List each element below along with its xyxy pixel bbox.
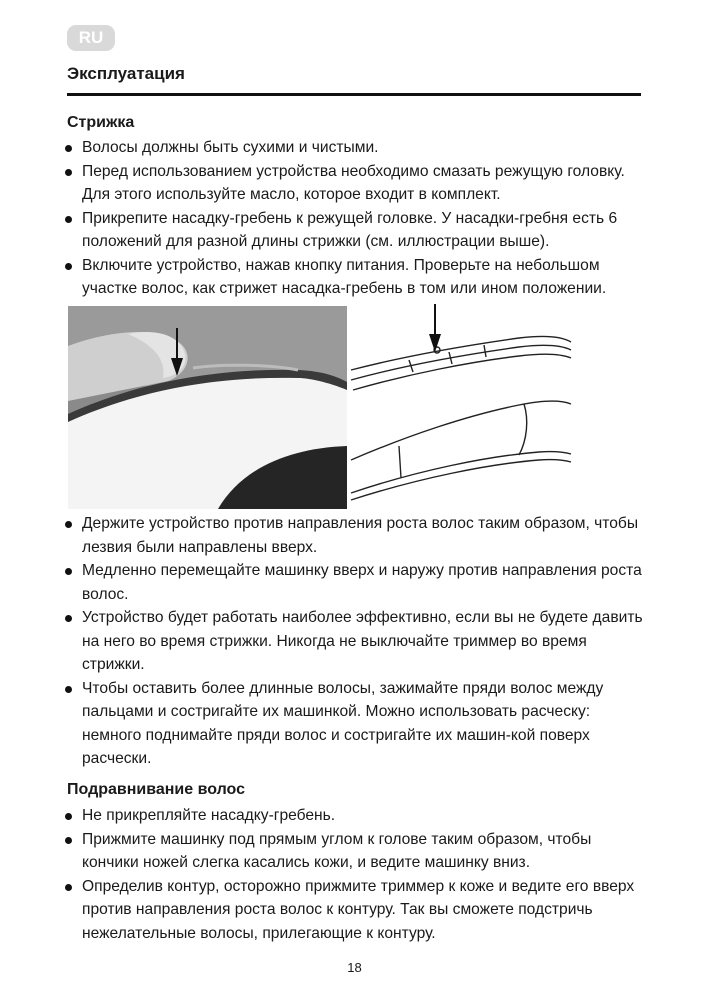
cutting-list <box>64 136 650 301</box>
trimmer-diagram <box>349 300 579 510</box>
page-number: 18 <box>347 960 362 975</box>
list-item: Держите устройство против направления роста волос таким образом, чтобы лезвия были направлены вверх. <box>64 512 650 559</box>
list-item: Волосы должны быть сухими и чистыми. <box>64 136 650 160</box>
list-item: Не прикрепляйте насадку-гребень. <box>64 804 650 828</box>
list-item: Прикрепите насадку-гребень к режущей головке. У насадки-гребня есть 6 положений для разной длины стрижки (см. иллюстрации выше). <box>64 207 650 254</box>
list-item: Медленно перемещайте машинку вверх и наружу против направления роста волос. <box>64 559 650 606</box>
cutting-list-continued <box>64 512 650 771</box>
photo-illustration <box>68 306 347 509</box>
list-item: Определив контур, осторожно прижмите триммер к коже и ведите его вверх против направления роста волос к контуру. Так вы сможете подстричь нежелательные волосы, прилегающие к контуру. <box>64 875 650 946</box>
list-item: Включите устройство, нажав кнопку питания. Проверьте на небольшом участке волос, как стрижет насадка-гребень в том или ином положении. <box>64 254 650 301</box>
trimming-heading: Подравнивание волос <box>67 781 246 798</box>
trimmer-line-drawing <box>349 300 579 510</box>
list-item: Чтобы оставить более длинные волосы, зажимайте пряди волос между пальцами и состригайте их машинкой. Можно использовать расческу: немного поднимайте пряди волос и состригайте их машин-кой поверх расчески. <box>64 677 650 771</box>
section-title: Эксплуатация <box>67 64 185 83</box>
cutting-heading: Стрижка <box>67 114 135 131</box>
list-item: Прижмите машинку под прямым углом к голове таким образом, чтобы кончики ножей слегка касались кожи, и ведите машинку вниз. <box>64 828 650 875</box>
title-rule <box>67 93 641 96</box>
trimming-list <box>64 804 650 945</box>
list-item: Устройство будет работать наиболее эффективно, если вы не будете давить на него во время стрижки. Никогда не выключайте триммер во время стрижки. <box>64 606 650 677</box>
language-badge: RU <box>67 25 115 51</box>
power-button-photo <box>68 306 347 509</box>
list-item: Перед использованием устройства необходимо смазать режущую головку. Для этого используйте масло, которое входит в комплект. <box>64 160 650 207</box>
